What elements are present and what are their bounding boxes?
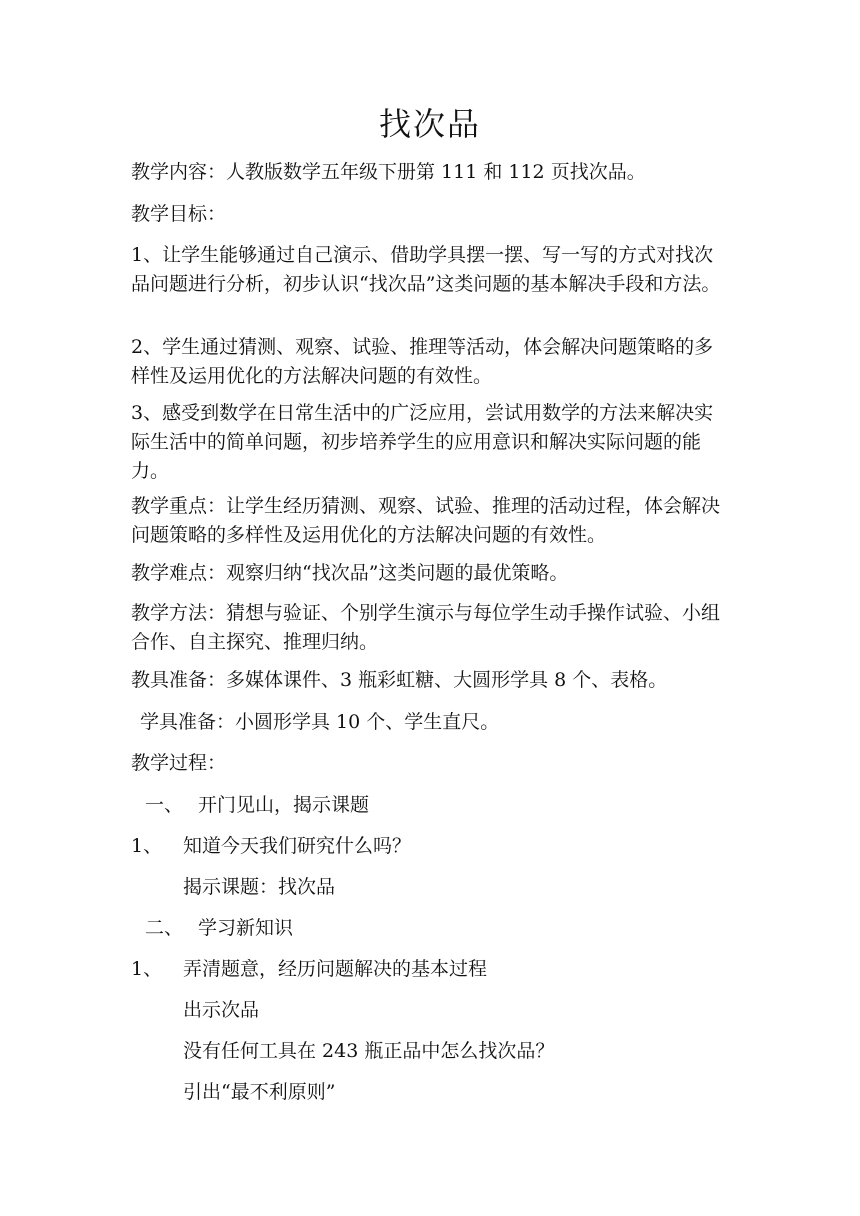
item-2-number: 1、 [131,958,163,980]
teaching-method: 教学方法：猜想与验证、个别学生演示与每位学生动手操作试验、小组合作、自主探究、推理归纳。 [131,602,721,653]
section-1-number: 一、 [145,794,184,816]
difficulty: 教学难点：观察归纳“找次品”这类问题的最优策略。 [131,562,569,584]
objective-1: 1、让学生能够通过自己演示、借助学具摆一摆、写一写的方式对找次品问题进行分析，初步认识“找次品”这类问题的基本解决手段和方法。 [131,244,721,295]
page-title: 找次品 [378,105,481,143]
objective-3: 3、感受到数学在日常生活中的广泛应用，尝试用数学的方法来解决实际生活中的简单问题，初步培养学生的应用意识和解决实际问题的能力。 [131,402,714,482]
key-point: 教学重点：让学生经历猜测、观察、试验、推理的活动过程，体会解决问题策略的多样性及运用优化的方法解决问题的有效性。 [131,495,721,546]
teaching-content: 教学内容：人教版数学五年级下册第 111 和 112 页找次品。 [131,161,646,183]
item-2-subtext-3: 引出“最不利原则” [183,1081,336,1103]
teaching-aids: 教具准备：多媒体课件、3 瓶彩虹糖、大圆形学具 8 个、表格。 [131,669,668,691]
process-heading: 教学过程： [131,752,227,774]
section-1-title: 开门见山，揭示课题 [198,794,370,816]
item-2-text: 弄清题意，经历问题解决的基本过程 [183,958,488,980]
item-1-subtext: 揭示课题：找次品 [183,876,336,898]
item-2-subtext-2: 没有任何工具在 243 瓶正品中怎么找次品？ [183,1040,555,1062]
section-2-title: 学习新知识 [198,917,294,939]
item-1-text: 知道今天我们研究什么吗？ [183,835,412,857]
objective-2: 2、学生通过猜测、观察、试验、推理等活动，体会解决问题策略的多样性及运用优化的方法解决问题的有效性。 [131,336,714,387]
learning-aids: 学具准备：小圆形学具 10 个、学生直尺。 [140,711,500,733]
item-2-subtext-1: 出示次品 [183,999,260,1021]
item-1-number: 1、 [131,835,163,857]
section-2-number: 二、 [145,917,184,939]
objectives-heading: 教学目标： [131,203,227,225]
